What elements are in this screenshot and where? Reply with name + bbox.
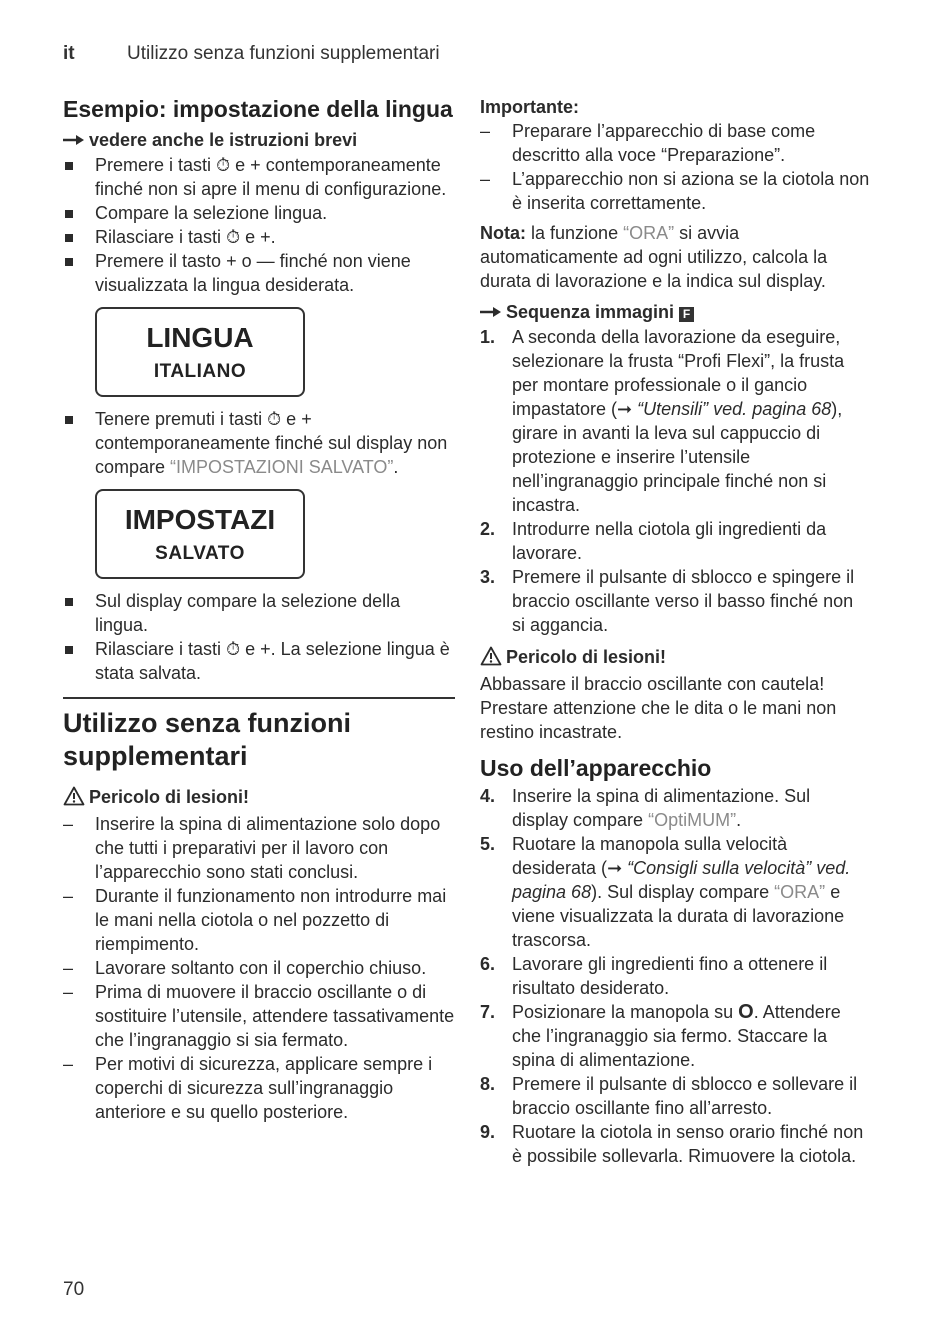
list-item: Sul display compare la selezione della lingua.	[63, 589, 458, 637]
warning-heading: Pericolo di lesioni!	[63, 785, 458, 812]
save-steps-list	[63, 407, 458, 479]
warning-heading: Pericolo di lesioni!	[480, 645, 870, 672]
list-item: – Lavorare soltanto con il coperchio chiuso.	[63, 958, 427, 978]
important-list	[480, 119, 870, 215]
plus-icon: +	[250, 155, 261, 175]
timer-icon: ⏱	[267, 409, 282, 429]
usage-steps	[480, 784, 870, 1168]
safety-list	[63, 812, 458, 1124]
section-heading: Utilizzo senza funzioni supplementari	[63, 708, 351, 771]
image-sequence-reference: Sequenza immagini F	[480, 301, 870, 323]
figure-label: F	[679, 307, 694, 322]
list-item: 5. Ruotare la manopola sulla velocità desiderata (➞ “Consigli sulla velocità” ved. pagina 68). Sul display compare “ORA” e viene visualizzata la durata di lavorazione trascorsa.	[480, 834, 851, 950]
right-column	[480, 95, 870, 1168]
list-item: – Per motivi di sicurezza, applicare sempre i coperchi di sicurezza sull’ingranaggio anteriore e su quello posteriore.	[63, 1054, 433, 1122]
list-item: – Preparare l’apparecchio di base come descritto alla voce “Preparazione”.	[480, 121, 816, 165]
list-item: Compare la selezione lingua.	[63, 201, 458, 225]
minus-icon: —	[256, 251, 275, 271]
display-impostazioni: IMPOSTAZI SALVATO	[95, 489, 305, 579]
plus-icon: +	[226, 251, 237, 271]
display-lingua: LINGUA ITALIANO	[95, 307, 305, 397]
running-header	[63, 43, 440, 65]
header-title: Utilizzo senza funzioni supplementari	[127, 43, 440, 64]
preparation-steps	[480, 325, 870, 637]
bullet-icon	[65, 210, 73, 218]
bullet-icon	[65, 598, 73, 606]
arrow-right-icon	[480, 301, 506, 323]
arrow-right-icon	[63, 129, 89, 151]
list-item: – Prima di muovere il braccio oscillante o di sostituire l’utensile, attendere tassativamente che l’ingranaggio si sia fermato.	[63, 982, 455, 1050]
list-item: – Inserire la spina di alimentazione solo dopo che tutti i preparativi per il lavoro con l’apparecchio sono stati conclusi.	[63, 814, 441, 882]
arrow-right-icon: ➞	[607, 858, 623, 878]
example-heading: Esempio: impostazione della lingua	[63, 96, 453, 122]
short-instructions-reference: vedere anche le istruzioni brevi	[63, 129, 458, 151]
page-number: 70	[63, 1279, 85, 1300]
off-position-icon: O	[738, 1001, 754, 1023]
list-item: 3. Premere il pulsante di sblocco e spingere il braccio oscillante verso il basso finché non si aggancia.	[480, 567, 855, 635]
bullet-icon	[65, 416, 73, 424]
list-item: 6. Lavorare gli ingredienti fino a ottenere il risultato desiderato.	[480, 954, 828, 998]
list-item: 8. Premere il pulsante di sblocco e sollevare il braccio oscillante fino all’arresto.	[480, 1074, 858, 1118]
section-divider	[63, 697, 455, 699]
left-column	[63, 95, 458, 1124]
usage-heading: Uso dell’apparecchio	[480, 755, 712, 781]
bullet-icon	[65, 234, 73, 242]
bullet-icon	[65, 646, 73, 654]
list-item: Premere il tasto + o — finché non viene visualizzata la lingua desiderata.	[63, 249, 458, 297]
plus-icon: +	[260, 227, 271, 247]
language-code: it	[63, 43, 75, 64]
timer-icon: ⏱	[226, 639, 241, 659]
arrow-right-icon: ➞	[617, 399, 633, 419]
bullet-icon	[65, 258, 73, 266]
warning-triangle-icon	[480, 646, 506, 672]
list-item: 9. Ruotare la ciotola in senso orario finché non è possibile sollevarla. Rimuovere la ciotola.	[480, 1122, 864, 1166]
list-item: – L’apparecchio non si aziona se la ciotola non è inserita correttamente.	[480, 169, 870, 213]
list-item: 1. A seconda della lavorazione da eseguire, selezionare la frusta “Profi Flexi”, la frusta per montare professionale o il gancio impastatore (➞ “Utensili” ved. pagina 68), girare in avanti la leva sul cappuccio di protezione e inserire l’utensile nell’ingranaggio principale finché non si incastra.	[480, 327, 845, 515]
plus-icon: +	[260, 639, 271, 659]
list-item: – Durante il funzionamento non introdurre mai le mani nella ciotola o nel pozzetto di riempimento.	[63, 886, 447, 954]
list-item: 2. Introdurre nella ciotola gli ingredienti da lavorare.	[480, 519, 827, 563]
list-item: Tenere premuti i tasti ⏱ e + contemporaneamente finché sul display non compare “IMPOSTAZIONI SALVATO”.	[63, 407, 458, 479]
important-heading: Importante:	[480, 97, 579, 117]
list-item: 7. Posizionare la manopola su O. Attendere che l’ingranaggio sia fermo. Staccare la spina di alimentazione.	[480, 1001, 841, 1070]
note-paragraph: Nota: la funzione “ORA” si avvia automaticamente ad ogni utilizzo, calcola la durata di lavorazione e la indica sul display.	[480, 223, 828, 291]
language-steps-list	[63, 153, 458, 297]
final-steps-list	[63, 589, 458, 685]
plus-icon: +	[301, 409, 312, 429]
list-item: Premere i tasti ⏱ e + contemporaneamente finché non si apre il menu di configurazione.	[63, 153, 458, 201]
list-item: Rilasciare i tasti ⏱ e +. La selezione lingua è stata salvata.	[63, 637, 458, 685]
timer-icon: ⏱	[226, 227, 241, 247]
list-item: 4. Inserire la spina di alimentazione. Sul display compare “OptiMUM”.	[480, 786, 811, 830]
warning-text: Abbassare il braccio oscillante con cautela! Prestare attenzione che le dita o le mani non restino incastrate.	[480, 674, 837, 742]
warning-triangle-icon	[63, 786, 89, 812]
bullet-icon	[65, 162, 73, 170]
list-item: Rilasciare i tasti ⏱ e +.	[63, 225, 458, 249]
timer-icon: ⏱	[216, 155, 231, 175]
